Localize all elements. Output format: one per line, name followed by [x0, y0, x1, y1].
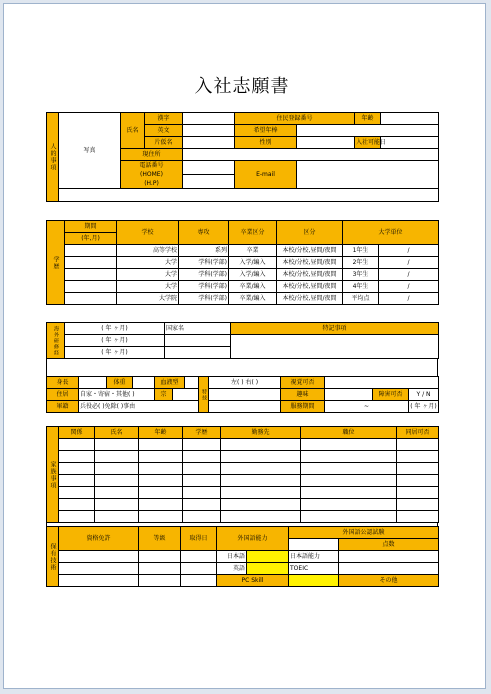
- height-label: 身長: [47, 377, 79, 389]
- credit-cell[interactable]: /: [379, 281, 439, 293]
- table-row[interactable]: [47, 463, 439, 475]
- grade-field[interactable]: [139, 551, 181, 563]
- category-label: 区分: [277, 221, 343, 245]
- country-label: 国家名: [165, 323, 231, 335]
- school-cell: 大学: [117, 257, 179, 269]
- school-cell: 高等学校: [117, 245, 179, 257]
- acquired-field[interactable]: [181, 575, 217, 587]
- test-name-field[interactable]: [289, 539, 339, 551]
- email-field[interactable]: [297, 161, 439, 189]
- overseas-table: [46, 322, 439, 359]
- jp-ability-field[interactable]: [339, 551, 439, 563]
- license-field[interactable]: [59, 551, 139, 563]
- acquired-field[interactable]: [181, 551, 217, 563]
- major-label: 専攻: [179, 221, 229, 245]
- address-label: 現住所: [121, 149, 183, 161]
- workplace-label: 勤務先: [221, 427, 301, 439]
- kanji-field[interactable]: [183, 113, 235, 125]
- table-row: [47, 563, 439, 575]
- year-cell: 4年生: [343, 281, 379, 293]
- hobby-field[interactable]: [325, 389, 373, 401]
- residence-label: 住居: [47, 389, 79, 401]
- overseas-period-2[interactable]: ( 年 ヶ月): [65, 335, 165, 347]
- grad-cell: 卒業: [229, 245, 277, 257]
- table-row[interactable]: [47, 439, 439, 451]
- acquired-field[interactable]: [181, 563, 217, 575]
- school-cell: 大学: [117, 281, 179, 293]
- category-cell: 本校/分校,昼間/夜間: [277, 269, 343, 281]
- service-unit: ( 年 ヶ月): [409, 401, 439, 413]
- country-field[interactable]: [165, 335, 231, 347]
- overseas-period-3[interactable]: ( 年 ヶ月): [65, 347, 165, 359]
- age-field[interactable]: [381, 113, 439, 125]
- major-cell: 学科(学部): [179, 269, 229, 281]
- phone-hp-field[interactable]: [183, 175, 235, 189]
- disability-field[interactable]: [325, 377, 439, 389]
- section-education: 学歴: [47, 221, 65, 305]
- licenses-label: 資格免許: [59, 527, 139, 551]
- major-cell: 系列: [179, 245, 229, 257]
- year-cell: 1年生: [343, 245, 379, 257]
- notes-field[interactable]: [231, 335, 439, 359]
- japanese-field[interactable]: [247, 551, 289, 563]
- grad-cell: 卒業/編入: [229, 281, 277, 293]
- period-field[interactable]: [65, 293, 117, 305]
- category-cell: 本校/分校,昼間/夜間: [277, 257, 343, 269]
- salary-label: 希望年棒: [235, 125, 297, 137]
- overseas-period-1[interactable]: ( 年 ヶ月): [65, 323, 165, 335]
- period-unit-label: (年,月): [65, 233, 117, 245]
- table-row: [47, 269, 439, 281]
- email-label: E-mail: [235, 161, 297, 189]
- handicap-options[interactable]: Y / N: [409, 389, 439, 401]
- notes-label: 特記事項: [231, 323, 439, 335]
- table-row: [47, 245, 439, 257]
- grad-cell: 入学/編入: [229, 269, 277, 281]
- country-field[interactable]: [165, 347, 231, 359]
- table-row[interactable]: [47, 511, 439, 523]
- relation-label: 関係: [59, 427, 95, 439]
- table-row: [47, 575, 439, 587]
- height-field[interactable]: [79, 377, 107, 389]
- section-overseas: 海外研修経: [47, 323, 65, 359]
- weight-field[interactable]: [133, 377, 155, 389]
- personal-table: [46, 112, 439, 202]
- katakana-label: 片仮名: [145, 137, 183, 149]
- year-cell: 平均点: [343, 293, 379, 305]
- position-label: 職位: [301, 427, 397, 439]
- toeic-field[interactable]: [339, 563, 439, 575]
- school-label: 学校: [117, 221, 179, 245]
- spacer: [46, 358, 438, 376]
- table-row[interactable]: [47, 487, 439, 499]
- phone-label-text: 電話番号: [139, 162, 164, 169]
- other-label: その他: [339, 575, 439, 587]
- pc-skill-label: PC Skill: [217, 575, 289, 587]
- religion-label: 宗: [155, 389, 173, 401]
- skills-table: [46, 526, 439, 587]
- official-test-label: 外国語公認試験: [289, 527, 439, 539]
- phone-label: [121, 161, 183, 189]
- phone-home-field[interactable]: [183, 161, 235, 175]
- grad-cell: 入学/編入: [229, 257, 277, 269]
- service-period-label: 服務期間: [281, 401, 325, 413]
- table-row: [47, 281, 439, 293]
- license-field[interactable]: [59, 563, 139, 575]
- major-cell: 学科(学部): [179, 293, 229, 305]
- table-row: [47, 257, 439, 269]
- year-cell: 2年生: [343, 257, 379, 269]
- form-title: 入社志願書: [194, 76, 290, 97]
- resident-no-label: 住民登録番号: [235, 113, 355, 125]
- period-label: 期間: [65, 221, 117, 233]
- period-field[interactable]: [65, 257, 117, 269]
- grade-label: 等級: [139, 527, 181, 551]
- photo-box[interactable]: 写真: [59, 113, 121, 189]
- section-family: 家族事項: [47, 427, 59, 523]
- language-label: 外国語能力: [217, 527, 289, 551]
- gender-label: 性別: [235, 137, 297, 149]
- section-skills: 保有技術: [47, 527, 59, 587]
- personal-spacer: [59, 189, 439, 202]
- military-label: 軍籍: [47, 401, 79, 413]
- acquired-label: 取得日: [181, 527, 217, 551]
- special-field[interactable]: [209, 389, 281, 401]
- english-skill-label: 英語: [217, 563, 247, 575]
- table-row: [47, 551, 439, 563]
- major-cell: 学科(学部): [179, 257, 229, 269]
- grade-field[interactable]: [139, 575, 181, 587]
- table-row[interactable]: [47, 475, 439, 487]
- period-field[interactable]: [65, 245, 117, 257]
- table-row: [47, 293, 439, 305]
- family-table: [46, 426, 439, 523]
- school-cell: 大学: [117, 269, 179, 281]
- pc-skill-field[interactable]: [289, 575, 339, 587]
- toeic-label: TOEIC: [289, 563, 339, 575]
- kanji-label: 漢字: [145, 113, 183, 125]
- physical-table: [46, 376, 439, 413]
- disability-label: 視覚可否: [281, 377, 325, 389]
- credit-cell[interactable]: /: [379, 293, 439, 305]
- school-cell: 大学院: [117, 293, 179, 305]
- special-label: 特技: [199, 377, 209, 413]
- join-date-label: 入社可能日: [355, 137, 381, 149]
- category-cell: 本校/分校,昼間/夜間: [277, 245, 343, 257]
- residence-options[interactable]: 自家・寄宿・其他( ): [79, 389, 155, 401]
- eyesight-field[interactable]: 左( ) 右( ): [209, 377, 281, 389]
- period-field[interactable]: [65, 269, 117, 281]
- score-label: 点数: [339, 539, 439, 551]
- name-label: 氏名: [121, 113, 145, 149]
- table-row[interactable]: [47, 499, 439, 511]
- japanese-label: 日本語: [217, 551, 247, 563]
- jp-ability-label: 日本語能力: [289, 551, 339, 563]
- phone-home-label: (HOME): [140, 171, 163, 178]
- year-cell: 3年生: [343, 269, 379, 281]
- phone-hp-label: (H.P): [144, 180, 159, 187]
- religion-field[interactable]: [173, 389, 199, 401]
- weight-label: 体重: [107, 377, 133, 389]
- credit-cell[interactable]: /: [379, 257, 439, 269]
- category-cell: 本校/分校,昼間/夜間: [277, 293, 343, 305]
- fam-name-label: 氏名: [95, 427, 139, 439]
- credit-cell[interactable]: /: [379, 245, 439, 257]
- table-row[interactable]: [47, 451, 439, 463]
- service-range[interactable]: ~: [325, 401, 409, 413]
- salary-field[interactable]: [297, 125, 439, 137]
- major-cell: 学科(学部): [179, 281, 229, 293]
- special-field-2[interactable]: [209, 401, 281, 413]
- hobby-label: 趣味: [281, 389, 325, 401]
- fam-age-label: 年齢: [139, 427, 183, 439]
- license-field[interactable]: [59, 575, 139, 587]
- grade-field[interactable]: [139, 563, 181, 575]
- english-field[interactable]: [183, 125, 235, 137]
- military-options[interactable]: 兵役必( )免除( )事由: [79, 401, 199, 413]
- grad-type-label: 卒業区分: [229, 221, 277, 245]
- english-label: 英文: [145, 125, 183, 137]
- application-form: [46, 76, 438, 598]
- category-cell: 本校/分校,昼間/夜間: [277, 281, 343, 293]
- period-field[interactable]: [65, 281, 117, 293]
- join-date-field[interactable]: [381, 137, 439, 149]
- blood-label: 血液型: [155, 377, 185, 389]
- handicap-label: 障害可否: [373, 389, 409, 401]
- credits-label: 大学単位: [343, 221, 439, 245]
- credit-cell[interactable]: /: [379, 269, 439, 281]
- section-personal: 人的事項: [47, 113, 59, 202]
- english-skill-field[interactable]: [247, 563, 289, 575]
- education-table: [46, 220, 439, 305]
- cohabit-label: 同居可否: [397, 427, 439, 439]
- grad-cell: 卒業/編入: [229, 293, 277, 305]
- katakana-field[interactable]: [183, 137, 235, 149]
- blood-field[interactable]: [185, 377, 199, 389]
- age-label: 年齢: [355, 113, 381, 125]
- address-field[interactable]: [183, 149, 439, 161]
- gender-field[interactable]: [297, 137, 355, 149]
- fam-edu-label: 学歴: [183, 427, 221, 439]
